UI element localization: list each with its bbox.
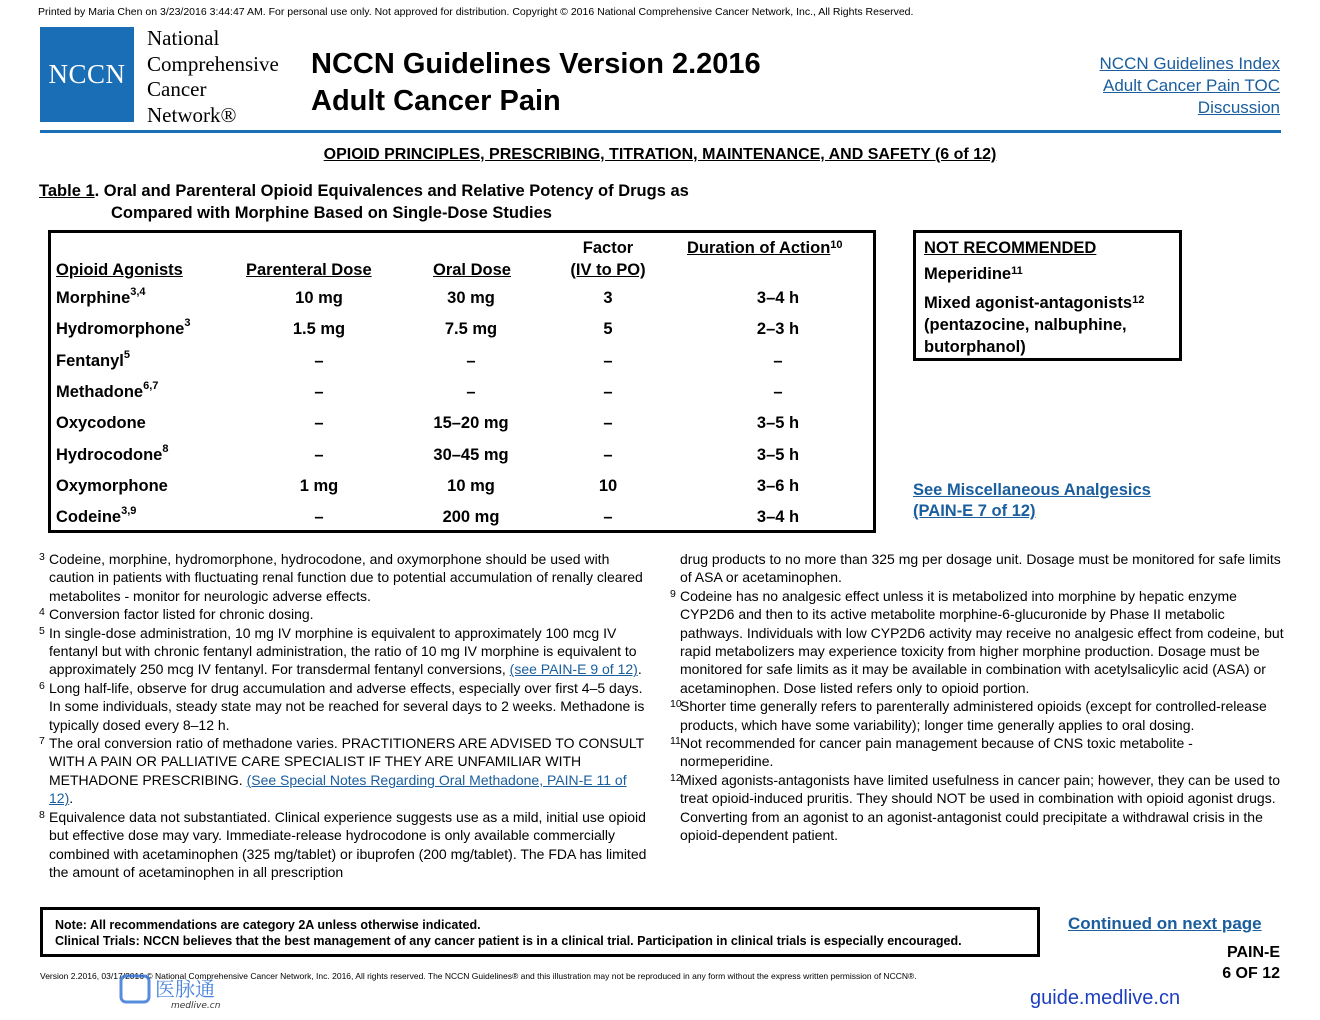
- footnote: 6 Long half-life, observe for drug accumulation and adverse effects, especially over first 4–5 days. In some individuals, steady state may not be reached for several days to 2 weeks. Methadone is typically dosed every 8–12 h.: [39, 679, 651, 734]
- footnote-number: 6: [39, 679, 45, 692]
- printed-by-line: Printed by Maria Chen on 3/23/2016 3:44:47 AM. For personal use only. Not approved for distribution. Copyright © 2016 National Comprehensive Cancer Network, Inc., All Rights Reserved.: [38, 6, 914, 18]
- discussion-link[interactable]: Discussion: [1197, 98, 1280, 117]
- cell-parenteral: –: [314, 508, 324, 527]
- nav-links: [1100, 53, 1280, 119]
- cell-duration: 3–4 h: [756, 508, 800, 527]
- not-recommended-item: Mixed agonist-antagonists$^{12}$: [924, 294, 1145, 312]
- logo-abbr: NCCN: [48, 59, 126, 89]
- cell-oral: –: [466, 382, 476, 401]
- col-header-agonists: Opioid Agonists: [56, 261, 183, 279]
- footnote-number: 11: [670, 735, 681, 748]
- table-label: Table 1: [39, 182, 95, 200]
- col-header-factor: Factor (IV to PO): [570, 239, 646, 279]
- footnote: 8 Equivalence data not substantiated. Clinical experience suggests use as a mild, initial use opioid but effective dose may vary. Immediate-release hydrocodone is only available commercially combined with acetaminophen (325 mg/tablet) or ibuprofen (200 mg/tablet). The FDA has limited the amount of acetaminophen in all prescription: [39, 808, 651, 882]
- cell-parenteral: 1 mg: [299, 476, 339, 495]
- not-recommended-item: Meperidine$^{11}$: [924, 265, 1023, 283]
- cell-duration: 3–6 h: [756, 476, 800, 495]
- medlive-logo: [119, 968, 239, 1012]
- logo-line: National: [147, 26, 220, 50]
- not-recommended-box: [913, 230, 1182, 361]
- note-line-1: Note: All recommendations are category 2A unless otherwise indicated.: [55, 918, 481, 932]
- watermark-url: guide.medlive.cn: [1030, 987, 1181, 1009]
- col-header-parenteral: Parenteral Dose: [246, 261, 372, 279]
- cell-factor: 10: [598, 476, 618, 495]
- header-divider: [40, 130, 1281, 133]
- misc-analgesics-link[interactable]: See Miscellaneous Analgesics (PAIN-E 7 of 12): [913, 481, 1151, 520]
- cell-name: Oxycodone: [56, 414, 146, 433]
- footnote-number: 10: [670, 698, 682, 711]
- title-line-2: Adult Cancer Pain: [311, 85, 561, 117]
- cell-name: Hydromorphone$^3$: [56, 317, 191, 339]
- cell-parenteral: –: [314, 382, 324, 401]
- cell-parenteral: –: [314, 445, 324, 464]
- cell-oral: 30 mg: [447, 289, 495, 307]
- footnote-number: 12: [670, 771, 682, 784]
- cell-name: Hydrocodone$^8$: [56, 442, 169, 464]
- footnote-number: 3: [39, 551, 45, 563]
- guidelines-index-link[interactable]: NCCN Guidelines Index: [1099, 54, 1280, 73]
- footnote-link[interactable]: (see PAIN-E 9 of 12): [509, 661, 638, 678]
- col-header-oral: Oral Dose: [433, 261, 511, 279]
- note-box: [40, 907, 1040, 957]
- cell-duration: 3–5 h: [756, 414, 800, 433]
- cell-factor: –: [603, 445, 613, 464]
- cell-name: Codeine$^{3,9}$: [56, 505, 137, 527]
- cell-factor: –: [603, 414, 613, 433]
- opioid-equivalence-table: [48, 230, 876, 533]
- footnote: 3 Codeine, morphine, hydromorphone, hydrocodone, and oxymorphone should be used with caution in patients with fluctuating renal function due to potential accumulation of renally cleared metabolites - monitor for neurologic adverse effects.: [39, 550, 651, 605]
- footnote-link[interactable]: (See Special Notes Regarding Oral Methadone, PAIN-E 11 of 12): [49, 771, 627, 807]
- medlive-domain: medlive.cn: [171, 1001, 221, 1011]
- cell-duration: –: [773, 351, 783, 370]
- cell-duration: 2–3 h: [756, 320, 800, 339]
- cell-oral: 10 mg: [447, 476, 495, 495]
- cell-parenteral: –: [314, 414, 324, 433]
- footnote-number: 5: [39, 624, 45, 637]
- cell-factor: 5: [603, 320, 613, 339]
- cell-oral: –: [466, 351, 476, 370]
- footnote: 9 Codeine has no analgesic effect unless it is metabolized into morphine by hepatic enzyme CYP2D6 and then to its active metabolite morphine-6-glucuronide by Phase II metabolic pathways. Individuals with low CYP2D6 activity may receive no analgesic effect from codeine, but rapid metabolizers may experience toxicity from higher morphine production. Dosage must be monitored for safe limits as it may be available in combination with acetylsalicylic acid (ASA) or acetaminophen. Dose listed refers only to opioid portion.: [670, 587, 1284, 697]
- footnote: drug products to no more than 325 mg per dosage unit. Dosage must be monitored for safe limits of ASA or acetaminophen.: [680, 551, 1281, 586]
- not-recommended-detail: (pentazocine, nalbuphine, butorphanol): [924, 316, 1127, 356]
- logo-line: Network®: [147, 102, 237, 127]
- table-title-line-2: Compared with Morphine Based on Single-Dose Studies: [111, 204, 552, 222]
- footer-copyright: Version 2.2016, 03/17/2016 © National Comprehensive Cancer Network, Inc. 2016, All rights reserved. The NCCN Guidelines® and this illustration may not be reproduced in any form without the express written permission of NCCN®.: [40, 971, 917, 981]
- footnote-number: 4: [39, 606, 45, 619]
- logo-line: Comprehensive: [147, 51, 279, 76]
- cell-duration: 3–4 h: [756, 289, 800, 307]
- footnote: 12 Mixed agonists-antagonists have limited usefulness in cancer pain; however, they can be used to treat opioid-induced pruritis. They should NOT be used in combination with opioid agonist drugs. Converting from an agonist to an agonist-antagonist could precipitate a withdrawal crisis in the opioid-dependent patient.: [670, 771, 1284, 845]
- footnotes-left: [39, 550, 651, 881]
- cell-name: Oxymorphone: [56, 476, 168, 495]
- cell-factor: –: [603, 508, 613, 527]
- title-line-1: NCCN Guidelines Version 2.2016: [311, 48, 761, 80]
- cell-factor: –: [603, 382, 613, 401]
- cell-oral: 200 mg: [442, 508, 500, 527]
- footnote: 10 Shorter time generally refers to parenterally administered opioids (except for controlled-release products, which have some variability); longer time generally applies to oral dosing.: [670, 697, 1284, 734]
- logo-line: Cancer: [147, 77, 207, 101]
- cell-duration: –: [773, 382, 783, 401]
- footnote: 11 Not recommended for cancer pain management because of CNS toxic metabolite - normeperidine.: [670, 734, 1284, 771]
- cell-factor: 3: [603, 289, 613, 307]
- cell-name: Methadone$^{6,7}$: [56, 379, 159, 401]
- toc-link[interactable]: Adult Cancer Pain TOC: [1102, 76, 1280, 95]
- cell-oral: 7.5 mg: [444, 320, 498, 339]
- table-title: [39, 180, 689, 224]
- cell-parenteral: –: [314, 351, 324, 370]
- page-title: [311, 46, 761, 120]
- note-line-2: Clinical Trials: NCCN believes that the best management of any cancer patient is in a clinical trial. Participation in clinical trials is especially encouraged.: [55, 934, 962, 948]
- footnote-number: 7: [39, 735, 45, 748]
- section-title: OPIOID PRINCIPLES, PRESCRIBING, TITRATION, MAINTENANCE, AND SAFETY (6 of 12): [323, 146, 997, 163]
- footnote-number: 8: [39, 808, 45, 821]
- footnote: 4 Conversion factor listed for chronic dosing.: [39, 605, 651, 623]
- cell-name: Fentanyl$^5$: [56, 348, 130, 370]
- cell-factor: –: [603, 351, 613, 370]
- cell-parenteral: 1.5 mg: [292, 320, 346, 339]
- footnote: 5 In single-dose administration, 10 mg IV morphine is equivalent to approximately 100 mcg IV fentanyl but with chronic fentanyl administration, the ratio of 10 mg IV morphine is equivalent to approximately 250 mcg IV fentanyl. For transdermal fentanyl conversions, (see PAIN-E 9 of 12).: [39, 624, 651, 679]
- page-code: PAIN-E 6 OF 12: [1222, 944, 1280, 982]
- col-header-duration: Duration of Action$^{10}$: [687, 239, 843, 257]
- cell-duration: 3–5 h: [756, 445, 800, 464]
- logo-wordmark: [147, 26, 279, 128]
- nccn-logo[interactable]: [40, 27, 134, 122]
- cell-name: Morphine$^{3,4}$: [56, 286, 146, 307]
- footnote: 7 The oral conversion ratio of methadone varies. PRACTITIONERS ARE ADVISED TO CONSULT WITH A PAIN OR PALLIATIVE CARE SPECIALIST IF THEY ARE UNFAMILIAR WITH METHADONE PRESCRIBING. (See Special Notes Regarding Oral Methadone, PAIN-E 11 of 12).: [39, 734, 651, 808]
- medlive-brand: 医脉通: [155, 977, 215, 1001]
- cell-oral: 30–45 mg: [433, 445, 509, 464]
- footnotes-right: [670, 550, 1284, 845]
- continued-link[interactable]: Continued on next page: [1068, 914, 1262, 933]
- footnote-number: 9: [670, 587, 676, 600]
- cell-parenteral: 10 mg: [295, 289, 343, 307]
- table-title-line-1: . Oral and Parenteral Opioid Equivalences and Relative Potency of Drugs as: [94, 182, 689, 200]
- cell-oral: 15–20 mg: [433, 414, 509, 433]
- not-recommended-heading: NOT RECOMMENDED: [924, 239, 1097, 257]
